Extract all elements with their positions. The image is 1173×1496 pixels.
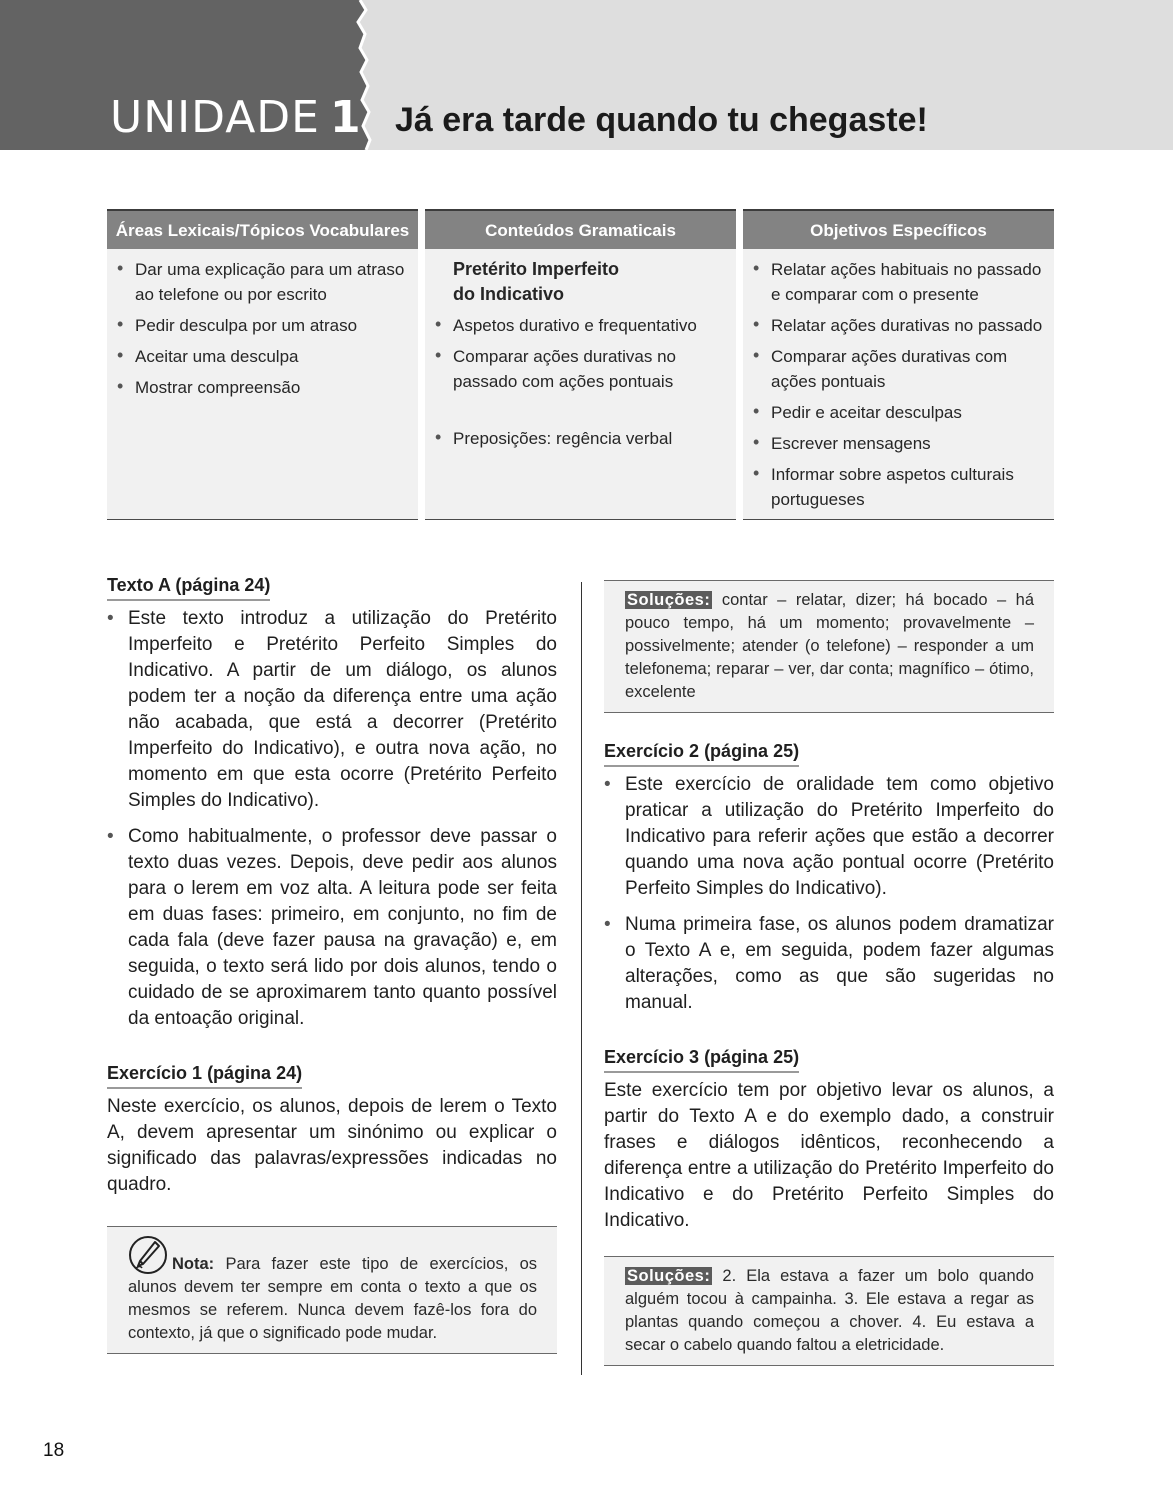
grammar-subtitle-line1: Pretérito Imperfeito xyxy=(453,259,620,279)
list-item: • Mostrar compreensão xyxy=(117,375,408,400)
solucoes-label: Soluções: xyxy=(627,1267,711,1285)
column-heading: Conteúdos Gramaticais xyxy=(425,209,736,249)
list-item: • Comparar ações durativas com ações pontuais xyxy=(753,344,1044,394)
grammar-subtitle xyxy=(435,257,726,307)
exercicio-3-text: Este exercício tem por objetivo levar os alunos, a partir do Texto A e do exemplo dado, a construir frases e diálogos idênticos, reconhecendo a diferença entre a utilização do Pretérito Imperfeito do Indicativo e do Pretérito Perfeito Simples do Indicativo. xyxy=(604,1080,1054,1231)
solucoes-text: contar – relatar, dizer; há bocado – há pouco tempo, há um momento; provavelmente – possivelmente; atender (o telefone) – responder a um telefonema; reparar – ver, dar conta; magnífico – ótimo, excelente xyxy=(625,591,1034,701)
section-heading-exercicio-1: Exercício 1 (página 24) xyxy=(107,1063,302,1089)
overview-column-objectives xyxy=(743,209,1054,520)
pen-circle-icon xyxy=(128,1235,168,1275)
list-item: • Preposições: regência verbal xyxy=(435,426,726,451)
left-column xyxy=(107,575,557,1354)
right-column xyxy=(604,580,1054,1366)
page-number: 18 xyxy=(43,1440,65,1461)
list-item: • Dar uma explicação para um atraso ao telefone ou por escrito xyxy=(117,257,408,307)
nota-box xyxy=(107,1226,557,1354)
list-item: • Escrever mensagens xyxy=(753,431,1044,456)
nota-label: Nota: xyxy=(172,1255,215,1273)
unit-title: Já era tarde quando tu chegaste! xyxy=(395,101,928,139)
grammar-subtitle-line2: do Indicativo xyxy=(453,284,565,304)
list-item: • Informar sobre aspetos culturais portugueses xyxy=(753,462,1044,512)
list-item: • Comparar ações durativas no passado com ações pontuais xyxy=(435,344,726,394)
unit-label xyxy=(110,92,362,143)
overview-column-lexical xyxy=(107,209,418,520)
exercicio-2-bullet: • Este exercício de oralidade tem como objetivo praticar a utilização do Pretérito Imperfeito do Indicativo para referir ações que estão a decorrer quando uma nova ação pontual ocorre (Pretérito Perfeito Simples do Indicativo). xyxy=(604,772,1054,902)
solucoes-text: 2. Ela estava a fazer um bolo quando alguém tocou à campainha. 3. Ele estava a regar as plantas quando começou a chover. 4. Eu estava a secar o cabelo quando faltou a eletricidade. xyxy=(625,1267,1034,1354)
texto-a-bullet: • Este texto introduz a utilização do Pretérito Imperfeito e Pretérito Perfeito Simples do Indicativo. A partir de um diálogo, os alunos podem ter a noção da diferença entre uma ação não acabada, que está a decorrer (Pretérito Imperfeito do Indicativo), e outra nova ação, no momento em que esta ocorre (Pretérito Perfeito Simples do Indicativo). xyxy=(107,606,557,814)
section-heading-texto-a: Texto A (página 24) xyxy=(107,575,270,601)
exercicio-2-bullet: • Numa primeira fase, os alunos podem dramatizar o Texto A e, em seguida, podem fazer algumas alterações, como as que são sugeridas no manual. xyxy=(604,912,1054,1016)
list-item: • Relatar ações habituais no passado e comparar com o presente xyxy=(753,257,1044,307)
unit-number: 1 xyxy=(329,92,362,143)
section-heading-exercicio-2: Exercício 2 (página 25) xyxy=(604,741,799,767)
unit-word: UNIDADE xyxy=(110,92,320,143)
column-divider xyxy=(581,582,582,1375)
solucoes-box xyxy=(604,580,1054,713)
texto-a-bullet: • Como habitualmente, o professor deve passar o texto duas vezes. Depois, deve pedir aos alunos para o lerem em voz alta. A leitura pode ser feita em duas fases: primeiro, em conjunto, no fim de cada fala (deve fazer pausa na gravação) e, em seguida, o texto será lido por dois alunos, tendo o cuidado de se aproximarem tanto quanto possível da entoação original. xyxy=(107,824,557,1032)
column-heading: Objetivos Específicos xyxy=(743,209,1054,249)
list-item: • Aceitar uma desculpa xyxy=(117,344,408,369)
overview-column-grammar xyxy=(425,209,736,520)
list-item: • Aspetos durativo e frequentativo xyxy=(435,313,726,338)
exercicio-1-text: Neste exercício, os alunos, depois de lerem o Texto A, devem apresentar um sinónimo ou explicar o significado das palavras/expressões indicadas no quadro. xyxy=(107,1096,557,1195)
solucoes-label: Soluções: xyxy=(627,591,711,609)
list-item: • Pedir desculpa por um atraso xyxy=(117,313,408,338)
list-item: • Relatar ações durativas no passado xyxy=(753,313,1044,338)
overview-table xyxy=(107,209,1054,520)
section-heading-exercicio-3: Exercício 3 (página 25) xyxy=(604,1047,799,1073)
solucoes-box xyxy=(604,1256,1054,1366)
nota-text: Para fazer este tipo de exercícios, os alunos devem ter sempre em conta o texto a que os mesmos se referem. Nunca devem fazê-los fora do contexto, já que o significado pode mudar. xyxy=(128,1255,537,1342)
column-heading: Áreas Lexicais/Tópicos Vocabulares xyxy=(107,209,418,249)
list-item: • Pedir e aceitar desculpas xyxy=(753,400,1044,425)
